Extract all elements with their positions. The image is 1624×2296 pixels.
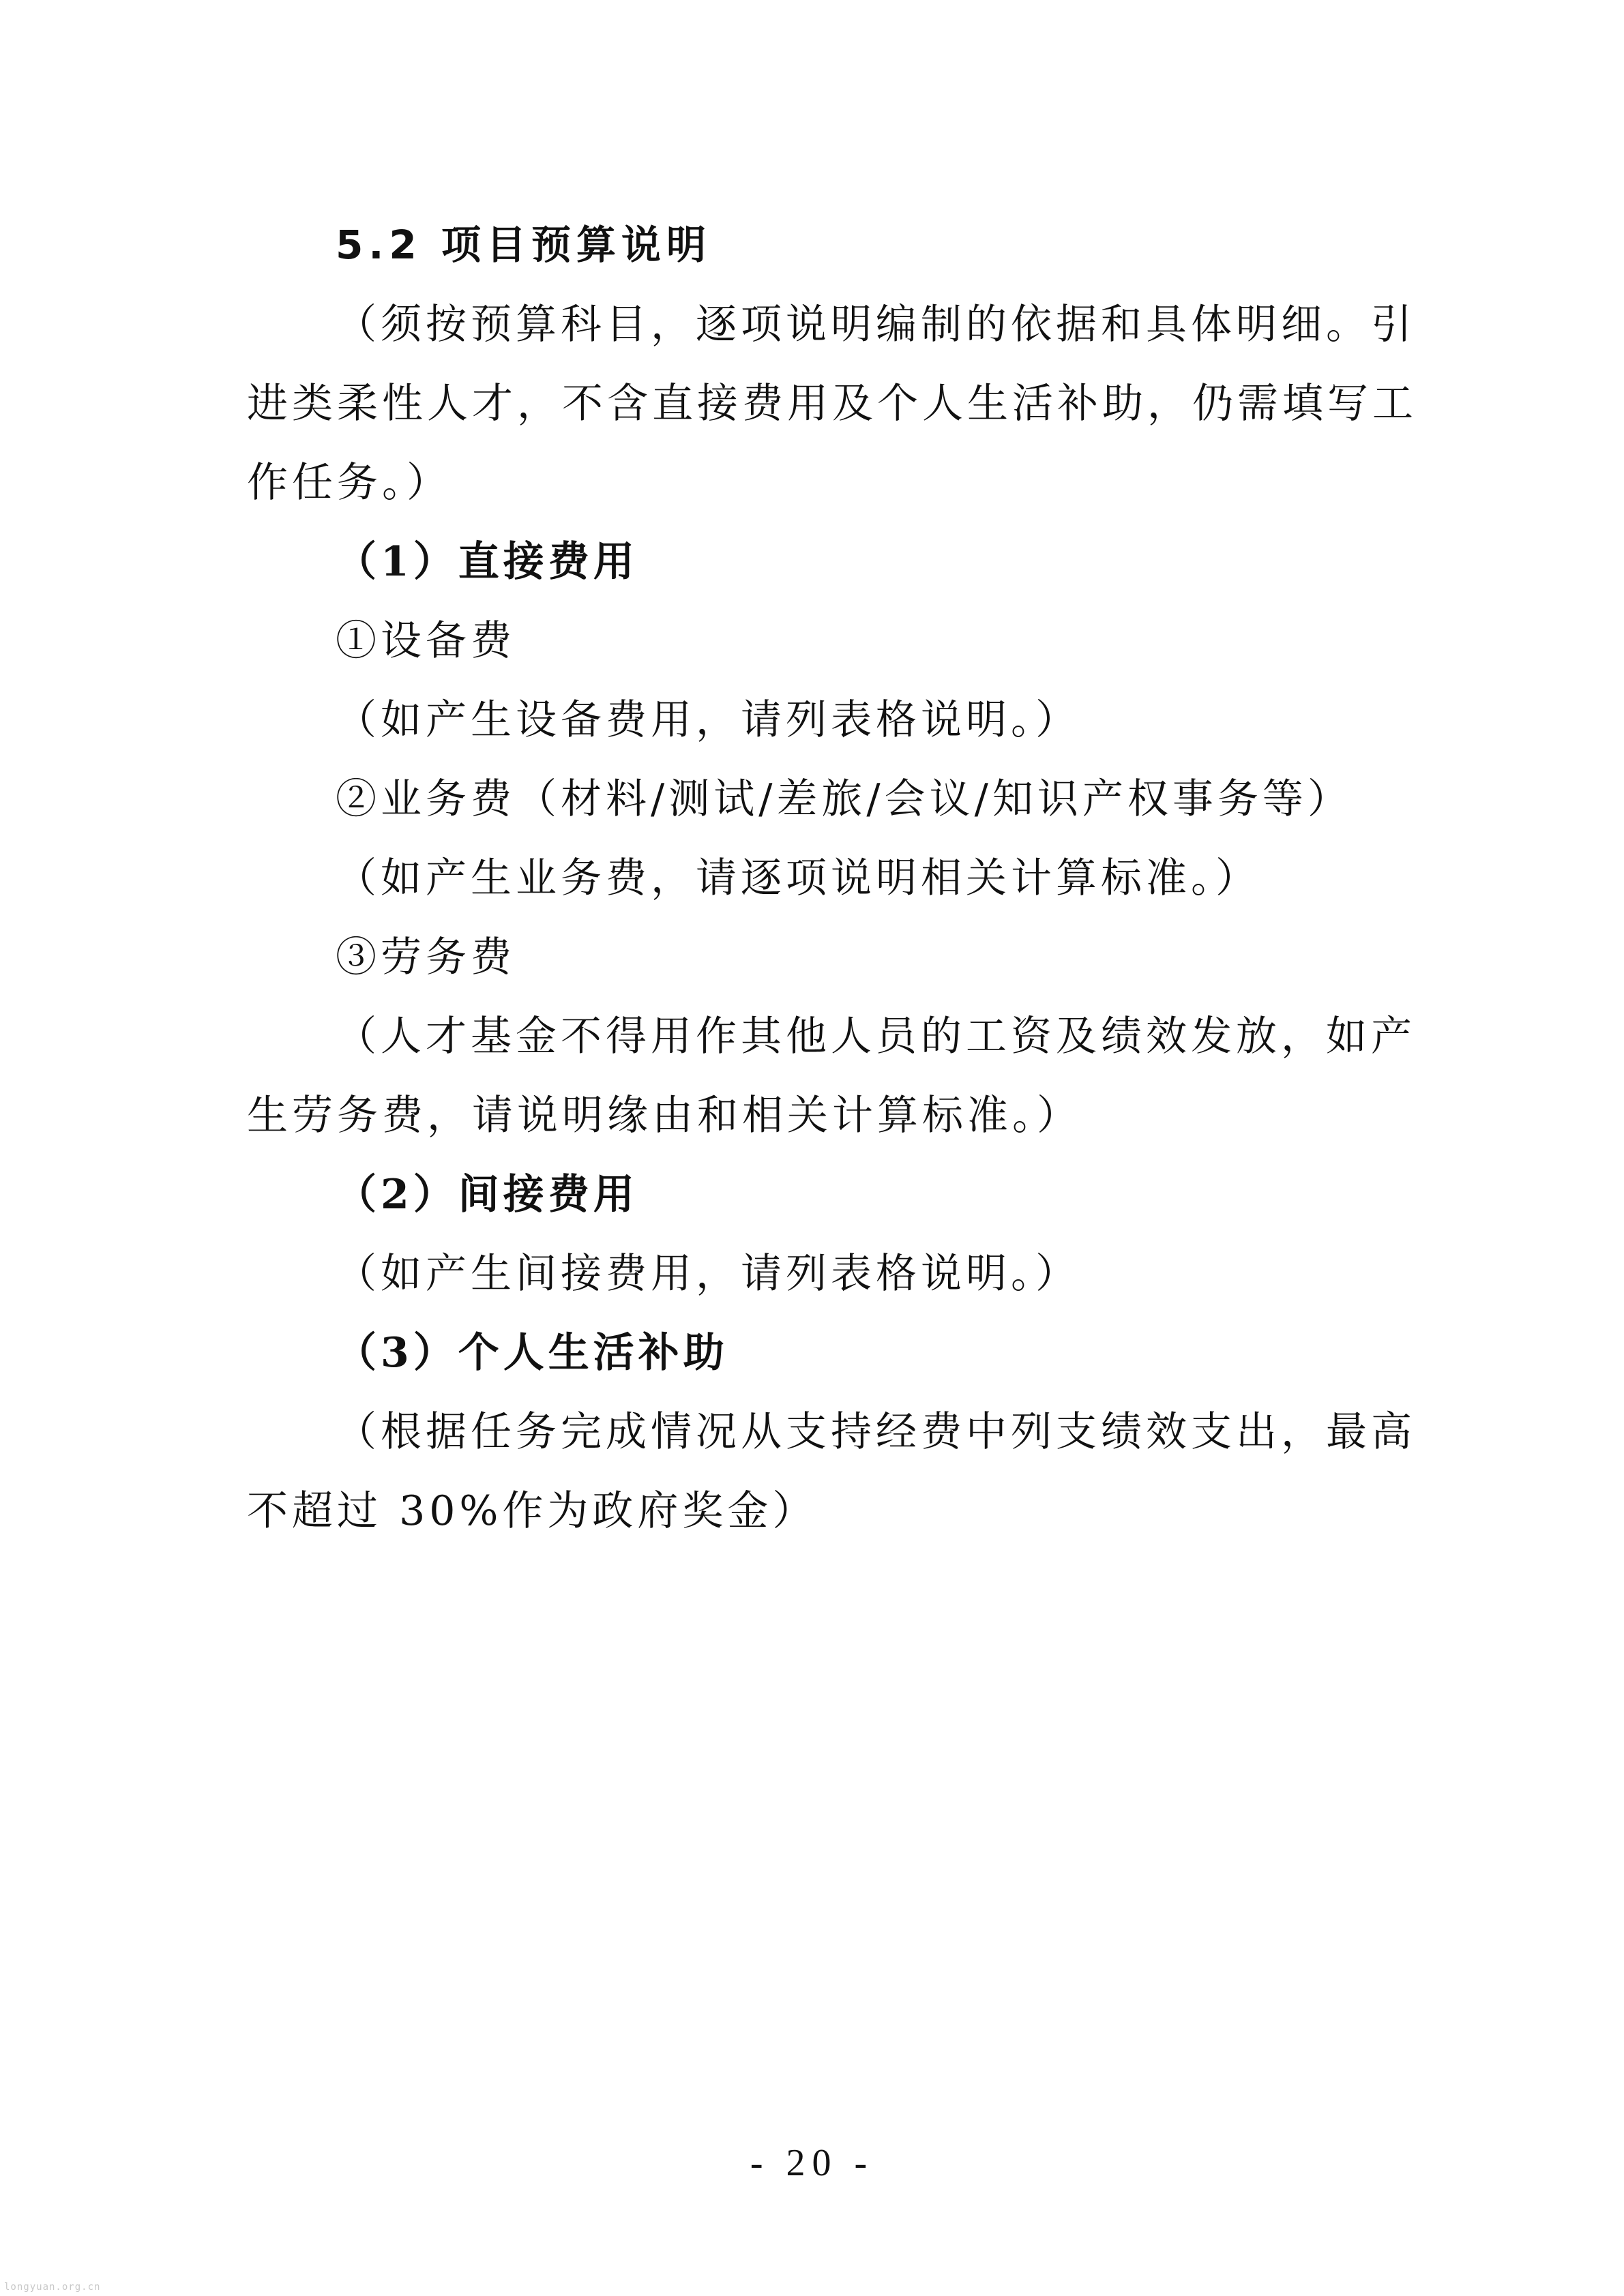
living-allowance-note-line-2: 不超过 30%作为政府奖金）: [247, 1487, 818, 1535]
business-fee-title: ②业务费（材料/测试/差旅/会议/知识产权事务等）: [336, 775, 1353, 823]
intro-line-3: 作任务。）: [247, 459, 452, 507]
intro-line-1: （须按预算科目，逐项说明编制的依据和具体明细。引: [336, 301, 1416, 348]
indirect-costs-note: （如产生间接费用，请列表格说明。）: [336, 1250, 1080, 1298]
page-number: - 20 -: [750, 2142, 874, 2184]
intro-line-2: 进类柔性人才，不含直接费用及个人生活补助，仍需填写工: [247, 380, 1417, 428]
labor-fee-note-line-2: 生劳务费，请说明缘由和相关计算标准。）: [247, 1092, 1082, 1139]
living-allowance-note-line-1: （根据任务完成情况从支持经费中列支绩效支出，最高: [336, 1408, 1416, 1456]
business-fee-note: （如产生业务费，请逐项说明相关计算标准。）: [336, 854, 1260, 902]
labor-fee-title: ③劳务费: [336, 934, 516, 981]
indirect-costs-title: （2）间接费用: [336, 1171, 638, 1219]
equipment-fee-title: ①设备费: [336, 617, 516, 665]
labor-fee-note-line-1: （人才基金不得用作其他人员的工资及绩效发放，如产: [336, 1013, 1416, 1060]
living-allowance-title: （3）个人生活补助: [336, 1329, 728, 1377]
watermark: longyuan.org.cn: [4, 2282, 101, 2293]
section-heading: 5.2 项目预算说明: [336, 222, 711, 268]
equipment-fee-note: （如产生设备费用，请列表格说明。）: [336, 696, 1080, 744]
direct-costs-title: （1）直接费用: [336, 538, 638, 586]
